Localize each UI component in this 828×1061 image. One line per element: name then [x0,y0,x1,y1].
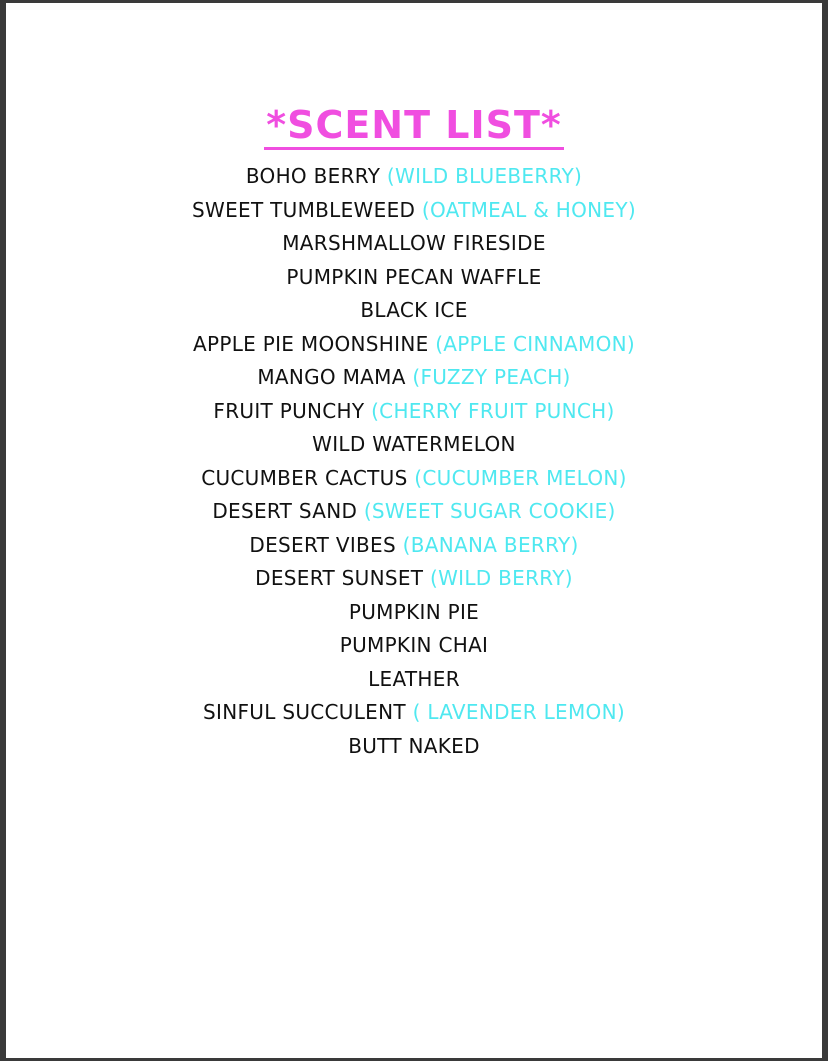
scent-item [0,730,828,764]
scent-item [0,495,828,529]
scent-name: SWEET TUMBLEWEED [192,197,416,222]
scent-item [0,395,828,429]
title-text: *SCENT LIST* [264,103,564,150]
scent-item [0,294,828,328]
scent-alias: (OATMEAL & HONEY) [421,197,636,222]
scent-item [0,227,828,261]
scent-name: FRUIT PUNCHY [213,398,365,423]
scent-alias: (CUCUMBER MELON) [414,465,627,490]
scent-list [0,160,828,763]
scent-item [0,194,828,228]
scent-alias: (WILD BERRY) [429,566,573,590]
scent-item [0,462,828,496]
scent-alias: (SWEET SUGAR COOKIE) [363,499,616,523]
scent-alias: (APPLE CINNAMON) [435,331,635,356]
scent-name: DESERT SAND [212,499,358,523]
scent-item [0,328,828,362]
scent-name: CUCUMBER CACTUS [201,465,408,490]
scent-name: PUMPKIN PIE [348,599,480,624]
scent-name: PUMPKIN PECAN WAFFLE [286,264,542,289]
scent-alias: (FUZZY PEACH) [412,365,571,389]
scent-item [0,361,828,395]
scent-name: BLACK ICE [360,298,468,322]
scent-item [0,562,828,596]
scent-name: DESERT VIBES [249,532,396,557]
scent-name: DESERT SUNSET [255,566,424,590]
scent-name: MANGO MAMA [257,365,406,389]
scent-name: LEATHER [368,666,460,691]
scent-item [0,596,828,630]
scent-name: MARSHMALLOW FIRESIDE [282,231,546,255]
scent-name: BUTT NAKED [348,733,480,758]
scent-item [0,629,828,663]
scent-item [0,160,828,194]
page-title [0,100,828,150]
scent-item [0,261,828,295]
scent-name: SINFUL SUCCULENT [203,700,406,724]
scent-name: BOHO BERRY [245,164,381,188]
scent-name: WILD WATERMELON [312,432,516,456]
scent-item [0,428,828,462]
scent-alias: (WILD BLUEBERRY) [386,164,583,188]
scent-alias: (CHERRY FRUIT PUNCH) [371,398,615,423]
scent-alias: ( LAVENDER LEMON) [412,700,625,724]
scent-item [0,696,828,730]
scent-name: PUMPKIN CHAI [339,633,489,657]
scent-alias: (BANANA BERRY) [402,532,579,557]
scent-item [0,529,828,563]
scent-name: APPLE PIE MOONSHINE [193,331,429,356]
scent-item [0,663,828,697]
